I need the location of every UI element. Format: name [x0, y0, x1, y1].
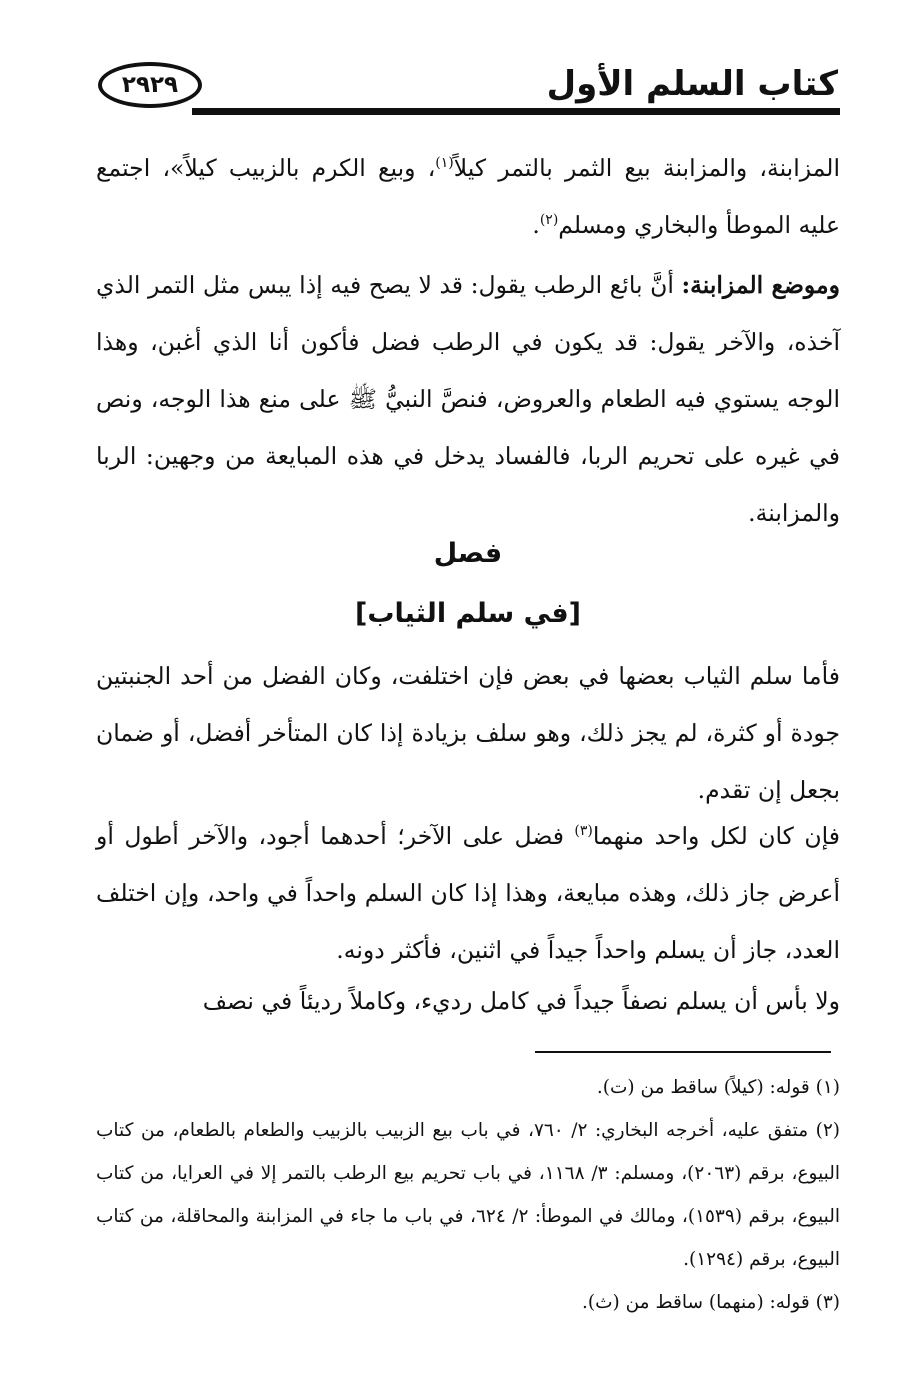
footnote-ref-3: (٣)	[574, 823, 593, 840]
paragraph-text: فإن كان لكل واحد منهما	[592, 822, 841, 850]
page-number-badge	[98, 62, 202, 108]
page-number: ٢٩٢٩	[121, 72, 179, 98]
footnote-ref-2: (٢)	[539, 212, 559, 229]
paragraph-text: فضل على الآخر؛ أحدهما أجود، والآخر أطول أو أعرض جاز ذلك، وهذه مبايعة، وهذا إذا كان السلم واحداً في واحد، وإن اختلف العدد، جاز أن يسلم واحداً جيداً في اثنين، فأكثر دونه.	[96, 822, 840, 964]
paragraph-text: .	[532, 211, 540, 239]
paragraph-text: المزابنة، والمزابنة بيع الثمر بالتمر كيلاً	[453, 154, 840, 182]
footnote-ref-1: (١)	[435, 155, 454, 172]
paragraph-text: ، وبيع الكرم بالزبيب كيلاً»، اجتمع عليه الموطأ والبخاري ومسلم	[96, 154, 840, 239]
footnote-1: (١) قوله: (كيلاً) ساقط من (ت).	[596, 1077, 840, 1098]
paragraph-5	[96, 973, 840, 1030]
page-header	[92, 58, 840, 118]
paragraph-3	[96, 648, 840, 819]
footnotes	[96, 1066, 840, 1324]
paragraph-4	[96, 808, 840, 979]
paragraph-text: فأما سلم الثياب بعضها في بعض فإن اختلفت، وكان الفضل من أحد الجنبتين جودة أو كثرة، لم يجز ذلك، وهو سلف بزيادة إذا كان المتأخر أفضل، أو ضمان بجعل إن تقدم.	[96, 662, 840, 804]
book-title: كتاب السلم الأول	[546, 64, 838, 104]
footnote-2: (٢) متفق عليه، أخرجه البخاري: ٢/ ٧٦٠، في باب بيع الزبيب بالزبيب والطعام بالطعام، من كتاب البيوع، برقم (٢٠٦٣)، ومسلم: ٣/ ١١٦٨، في باب تحريم بيع الرطب بالتمر إلا في العرايا، من كتاب البيوع، برقم (١٥٣٩)، ومالك في الموطأ: ٢/ ٦٢٤، في باب ما جاء في المزابنة والمحاقلة، من كتاب البيوع، برقم (١٢٩٤).	[96, 1120, 841, 1270]
paragraph-text: ولا بأس أن يسلم نصفاً جيداً في كامل رديء، وكاملاً رديئاً في نصف	[202, 987, 840, 1015]
paragraph-2	[96, 257, 840, 542]
paragraph-text: أنَّ بائع الرطب يقول: قد لا يصح فيه إذا يبس مثل التمر الذي آخذه، والآخر يقول: قد يكون في الرطب فضل فأكون أنا الذي أغبن، وهذا الوجه يستوي فيه الطعام والعروض، فنصَّ النبيُّ ﷺ على منع هذا الوجه، ونص في غيره على تحريم الربا، فالفساد يدخل في هذه المبايعة من وجهين: الربا والمزابنة.	[96, 271, 840, 527]
paragraph-1	[96, 140, 840, 254]
section-heading: فصل	[433, 538, 503, 569]
paragraph-lead: وموضع المزابنة:	[681, 271, 840, 299]
section-subheading: [في سلم الثياب]	[355, 598, 581, 629]
footnote-3: (٣) قوله: (منهما) ساقط من (ث).	[581, 1292, 840, 1313]
header-rule	[192, 108, 840, 115]
footnote-separator	[535, 1051, 831, 1053]
